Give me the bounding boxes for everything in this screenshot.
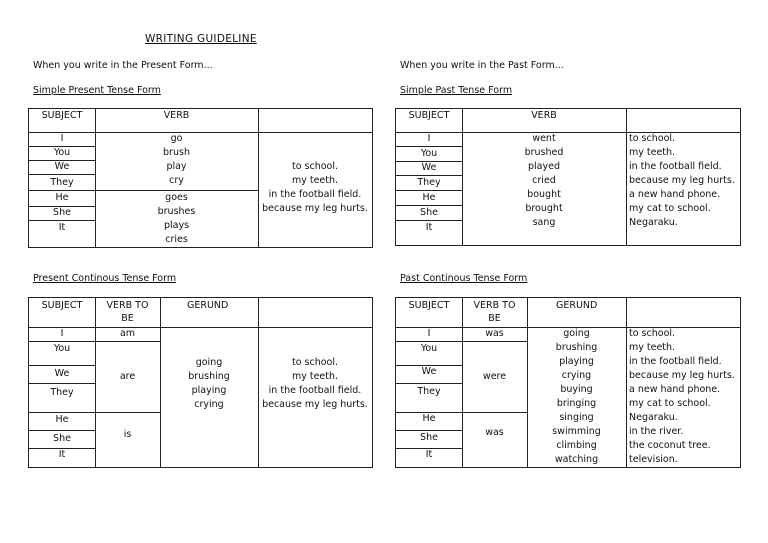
- header-verb-to-be: BE: [488, 313, 501, 324]
- present-intro: When you write in the Present Form...: [33, 60, 213, 71]
- object-cell: a new hand phone.: [629, 384, 721, 395]
- gerund-cell: bringing: [556, 398, 597, 409]
- header-verb: VERB: [163, 110, 190, 121]
- object-cell: my cat to school.: [629, 203, 711, 214]
- subject-cell: She: [420, 432, 438, 443]
- simple-present-heading: Simple Present Tense Form: [33, 85, 161, 96]
- verb-cell: played: [528, 161, 560, 172]
- be-cell: was: [485, 427, 504, 438]
- object-cell: to school.: [629, 133, 676, 144]
- page-title: WRITING GUIDELINE: [145, 33, 257, 45]
- subject-cell: We: [421, 162, 437, 173]
- subject-cell: She: [53, 433, 71, 444]
- verb-cell: brought: [525, 203, 563, 214]
- subject-cell: I: [60, 328, 64, 339]
- subject-cell: It: [58, 449, 66, 460]
- subject-cell: We: [54, 368, 70, 379]
- object-cell: a new hand phone.: [629, 189, 721, 200]
- gerund-cell: crying: [561, 370, 592, 381]
- header-subject: SUBJECT: [41, 300, 83, 311]
- be-cell: was: [485, 328, 504, 339]
- gerund-cell: brushing: [188, 371, 230, 382]
- subject-cell: I: [427, 133, 431, 144]
- verb-cell: brushes: [157, 206, 196, 217]
- verb-cell: go: [170, 133, 183, 144]
- subject-cell: They: [417, 386, 441, 397]
- gerund-cell: buying: [560, 384, 593, 395]
- subject-cell: You: [420, 148, 438, 159]
- subject-cell: She: [53, 207, 71, 218]
- gerund-cell: playing: [559, 356, 594, 367]
- object-cell: because my leg hurts.: [629, 175, 735, 186]
- verb-cell: went: [532, 133, 556, 144]
- gerund-cell: crying: [194, 399, 224, 410]
- past-continuous-table: [395, 297, 741, 468]
- object-cell: in the football field.: [629, 356, 722, 367]
- verb-cell: sang: [532, 217, 556, 228]
- header-verb-to-be: VERB TO: [106, 300, 149, 311]
- gerund-cell: brushing: [555, 342, 598, 353]
- subject-cell: You: [53, 343, 71, 354]
- subject-cell: They: [50, 387, 74, 398]
- subject-cell: He: [422, 192, 436, 203]
- subject-cell: It: [58, 222, 66, 233]
- object-cell: my teeth.: [629, 342, 676, 353]
- simple-present-table: [28, 108, 373, 248]
- object-cell: in the river.: [629, 426, 684, 437]
- object-cell: in the football field.: [629, 161, 722, 172]
- object-cell: in the football field.: [268, 189, 362, 200]
- header-subject: SUBJECT: [408, 300, 450, 311]
- header-verb-to-be: BE: [121, 313, 134, 324]
- header-subject: SUBJECT: [408, 110, 450, 121]
- object-cell: in the football field.: [268, 385, 362, 396]
- header-verb-to-be: VERB TO: [473, 300, 516, 311]
- gerund-cell: singing: [559, 412, 594, 423]
- past-intro: When you write in the Past Form...: [400, 60, 564, 71]
- object-cell: because my leg hurts.: [262, 399, 368, 410]
- object-cell: my teeth.: [291, 371, 339, 382]
- object-cell: my cat to school.: [629, 398, 711, 409]
- gerund-cell: going: [563, 328, 590, 339]
- be-cell: is: [123, 429, 132, 440]
- object-cell: to school.: [629, 328, 676, 339]
- subject-cell: They: [50, 177, 74, 188]
- object-cell: Negaraku.: [629, 412, 678, 423]
- object-cell: because my leg hurts.: [629, 370, 735, 381]
- simple-past-table: [395, 108, 741, 246]
- verb-cell: brushed: [524, 147, 564, 158]
- header-verb: VERB: [531, 110, 557, 121]
- object-cell: television.: [629, 454, 678, 465]
- header-subject: SUBJECT: [41, 110, 83, 121]
- subject-cell: He: [422, 413, 436, 424]
- be-cell: are: [119, 371, 136, 382]
- subject-cell: It: [425, 449, 433, 460]
- subject-cell: You: [420, 343, 438, 354]
- verb-cell: bought: [527, 189, 561, 200]
- present-continuous-table: [28, 297, 373, 468]
- gerund-cell: watching: [554, 454, 599, 465]
- gerund-cell: climbing: [556, 440, 597, 451]
- be-cell: were: [482, 371, 507, 382]
- verb-cell: cried: [532, 175, 556, 186]
- subject-cell: You: [53, 147, 71, 158]
- verb-cell: brush: [163, 147, 190, 158]
- subject-cell: She: [420, 207, 438, 218]
- subject-cell: We: [421, 366, 437, 377]
- subject-cell: They: [417, 177, 441, 188]
- verb-cell: cries: [165, 234, 188, 245]
- object-cell: to school.: [291, 357, 339, 368]
- gerund-cell: swimming: [552, 426, 601, 437]
- gerund-cell: playing: [191, 385, 227, 396]
- subject-cell: I: [60, 133, 64, 144]
- verb-cell: cry: [169, 175, 184, 186]
- be-cell: am: [119, 328, 136, 339]
- object-cell: the coconut tree.: [629, 440, 711, 451]
- subject-cell: It: [425, 222, 433, 233]
- verb-cell: play: [166, 161, 187, 172]
- past-continuous-heading: Past Continous Tense Form: [400, 273, 528, 284]
- subject-cell: We: [54, 161, 70, 172]
- object-cell: because my leg hurts.: [262, 203, 368, 214]
- object-cell: my teeth.: [291, 175, 339, 186]
- object-cell: my teeth.: [629, 147, 676, 158]
- present-continuous-heading: Present Continous Tense Form: [33, 273, 177, 284]
- verb-cell: plays: [163, 220, 190, 231]
- simple-past-heading: Simple Past Tense Form: [400, 85, 513, 96]
- object-cell: to school.: [291, 161, 339, 172]
- verb-cell: goes: [165, 192, 188, 203]
- header-gerund: GERUND: [187, 300, 229, 311]
- header-gerund: GERUND: [556, 300, 598, 311]
- subject-cell: He: [55, 414, 69, 425]
- subject-cell: I: [427, 328, 431, 339]
- gerund-cell: going: [195, 357, 223, 368]
- object-cell: Negaraku.: [629, 217, 678, 228]
- subject-cell: He: [55, 192, 69, 203]
